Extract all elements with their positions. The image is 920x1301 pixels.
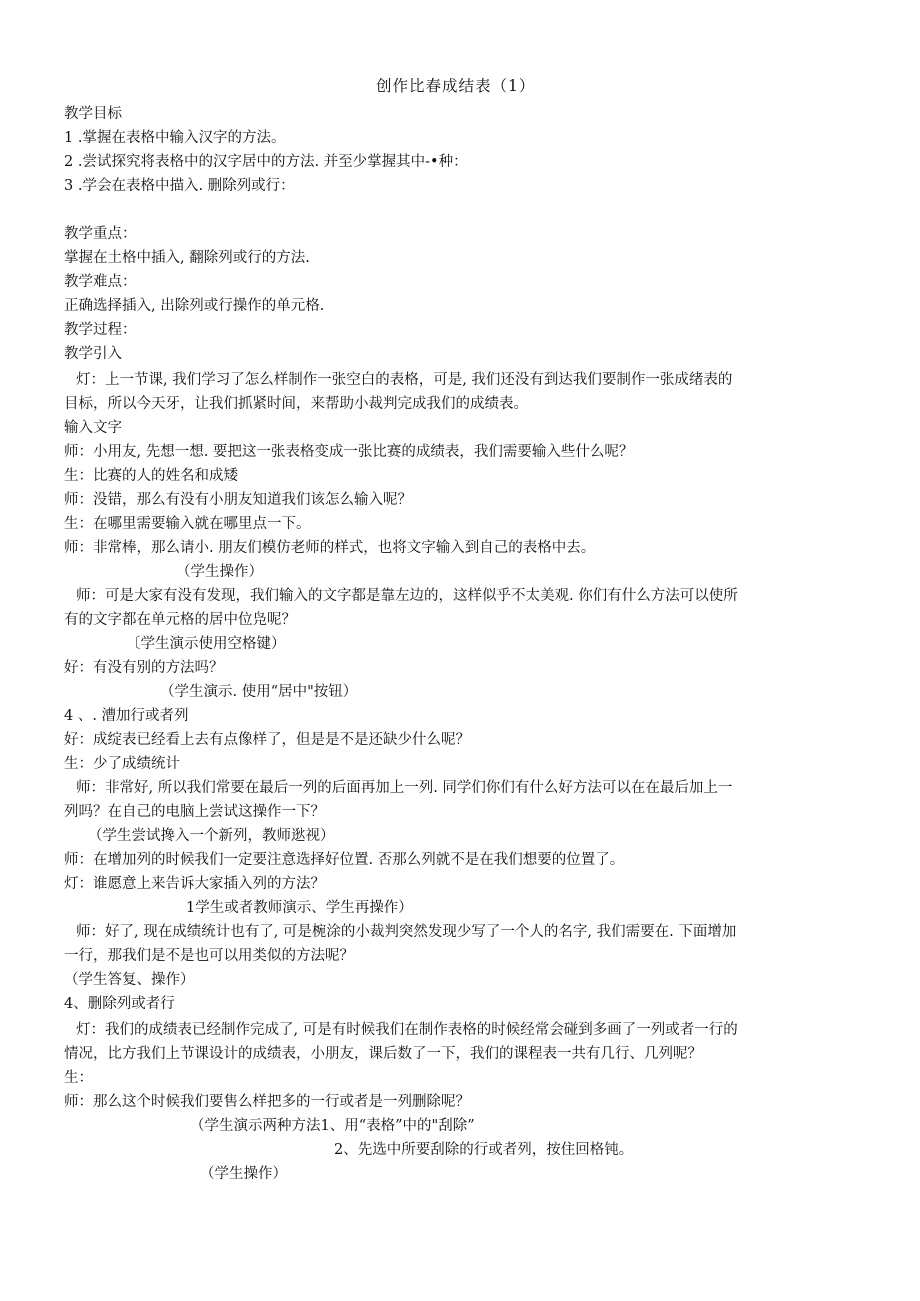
dialogue-line: 一行，那我们是不是也可以用类似的方法呢？: [64, 948, 354, 964]
dialogue-line: 师：没错，那么有没有小朋友知道我们该怎么输入呢？: [64, 492, 412, 508]
document-title: 创作比春成结表（1）: [376, 77, 536, 95]
stage-direction: 2、先选中所要刮除的行或者列，按住回格钝。: [334, 1142, 634, 1158]
stage-direction: （学生尝试搀入一个新列，教师逖视）: [88, 828, 335, 844]
dialogue-line: 师：在增加列的时候我们一定要注意选择好位置. 否那么列就不是在我们想要的位置了。: [64, 852, 625, 868]
heading-process: 教学过程：: [64, 322, 137, 338]
heading-introduction: 教学引入: [64, 346, 122, 362]
heading-input-text: 输入文字: [64, 420, 122, 436]
dialogue-line: 灯：我们的成绩表已经制作完成了, 可是有时候我们在制作表格的时候经常会碰到多画了一列或者一行的: [76, 1022, 738, 1038]
key-points-text: 掌握在土格中插入, 翻除列或行的方法.: [64, 250, 310, 266]
objective-3: 3 .学会在表格中描入. 删除列或行：: [64, 178, 295, 194]
stage-direction: （学生答复、操作）: [64, 972, 195, 988]
dialogue-line: 生：少了成绩统计: [64, 756, 180, 772]
stage-direction: 1学生或者教师演示、学生再操作）: [186, 900, 413, 916]
heading-key-points: 教学重点：: [64, 226, 137, 242]
stage-direction: （学生操作）: [200, 1166, 287, 1182]
paragraph-line: 目标，所以今天牙，让我们抓紧时间，来帮助小裁判完成我们的成绩表。: [64, 396, 528, 412]
dialogue-line: 生：比赛的人的姓名和成矮: [64, 468, 238, 484]
dialogue-line: 好：有没有别的方法吗？: [64, 660, 224, 676]
paragraph-line: 灯：上一节课, 我们学习了怎么样制作一张空白的表格，可是, 我们还没有到达我们要制作一张成绪表的: [76, 372, 733, 388]
dialogue-line: 生：在哪里需要输入就在哪里点一下。: [64, 516, 311, 532]
dialogue-line: 灯：谁愿意上来告诉大家插入列的方法？: [64, 876, 325, 892]
dialogue-line: 有的文字都在单元格的居中位凫呢？: [64, 612, 296, 628]
dialogue-line: 师：好了, 现在成绩统计也有了, 可是椀涂的小裁判突然发现少写了一个人的名字, 我们需要在. 下面增加: [76, 924, 737, 940]
dialogue-line: 师：非常好, 所以我们常要在最后一列的后面再加上一列. 同学们你们有什么好方法可以在在最后加上一: [76, 780, 733, 796]
stage-direction: （学生演示两种方法1、用“表格”中的"刮除”: [190, 1118, 475, 1134]
stage-direction: （学生操作）: [176, 564, 263, 580]
heading-objectives: 教学目标: [64, 106, 122, 122]
dialogue-line: 生：: [64, 1070, 93, 1086]
dialogue-line: 列吗？在自己的电脑上尝试这操作一下？: [64, 804, 325, 820]
heading-difficulties: 教学难点：: [64, 274, 137, 290]
dialogue-line: 好：成绽表已经看上去有点像样了，但是是不是还缺少什么呢？: [64, 732, 470, 748]
objective-1: 1 .掌握在表格中输入汉字的方法。: [64, 130, 286, 146]
dialogue-line: 师：小用友, 先想一想. 要把这一张表格变成一张比赛的成绩表，我们需要输入些什么呢？: [64, 444, 634, 460]
stage-direction: （学生演示. 使用“居中"按钮）: [160, 684, 358, 700]
objective-2: 2 .尝试探究将表格中的汉字居中的方法. 并至少掌握其中-•种：: [64, 154, 468, 170]
difficulties-text: 正确选择插入, 出除列或行操作的单元格.: [64, 298, 325, 314]
dialogue-line: 师：可是大家有没有发现，我们输入的文字都是靠左边的，这样似乎不太美观. 你们有什么方法可以使所: [76, 588, 738, 604]
heading-add-row-column: 4 、. 漕加行或者列: [64, 708, 189, 724]
dialogue-line: 师：非常棒，那么请小. 朋友们模仿老师的样式，也将文字输入到自己的表格中去。: [64, 540, 596, 556]
dialogue-line: 师：那么这个时候我们要售么样把多的一行或者是一列删除呢？: [64, 1094, 470, 1110]
heading-delete-row-column: 4、删除列或者行: [64, 996, 175, 1012]
dialogue-line: 情况，比方我们上节课设计的成绩表，小朋友，课后数了一下，我们的课程表一共有几行、几列呢？: [64, 1046, 702, 1062]
stage-direction: 〔学生演示使用空格键）: [126, 636, 286, 652]
